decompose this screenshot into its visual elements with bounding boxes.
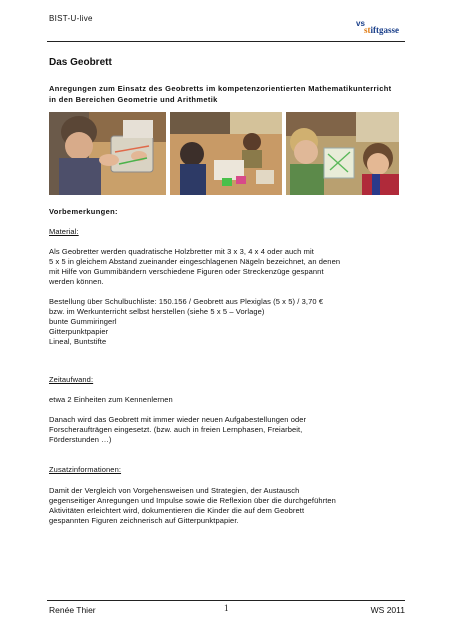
text-line: Damit der Vergleich von Vorgehensweisen und Strategien, der Austausch	[49, 486, 300, 495]
logo-name-part2: iftgasse	[370, 25, 399, 35]
footer-rule	[47, 600, 405, 601]
text-line: Als Geobretter werden quadratische Holzbretter mit 3 x 3, 4 x 4 oder auch mit	[49, 247, 314, 256]
material-paragraph-1	[49, 247, 340, 287]
text-line: gespannten Figuren zeichnerisch auf Gitterpunktpapier.	[49, 516, 239, 525]
text-line: bunte Gummiringerl	[49, 317, 117, 326]
text-line: mit Hilfe von Gummibändern verschiedene Figuren oder Streckenzüge gespannt	[49, 267, 324, 276]
header-rule	[47, 41, 405, 42]
page-subtitle: Anregungen zum Einsatz des Geobretts im kompetenzorientierten Mathematikunterricht in den Bereichen Geometrie und Arithmetik	[49, 84, 392, 104]
zeitaufwand-paragraph-2	[49, 415, 306, 445]
logo-name	[364, 25, 399, 35]
text-line: Danach wird das Geobrett mit immer wieder neuen Aufgabestellungen oder	[49, 415, 307, 424]
vorbemerkungen-heading: Vorbemerkungen:	[49, 207, 118, 216]
zusatzinformationen-heading: Zusatzinformationen:	[49, 465, 122, 474]
photo-children-with-geoboard	[286, 112, 399, 195]
text-line: Forscheraufträgen eingesetzt. (bzw. auch in freien Lernphasen, Freiarbeit,	[49, 425, 303, 434]
text-line: bzw. im Werkunterricht selbst herstellen (siehe 5 x 5 – Vorlage)	[49, 307, 265, 316]
text-line: Gitterpunktpapier	[49, 327, 109, 336]
footer-author: Renée Thier	[49, 605, 96, 615]
logo-prefix: vs	[356, 19, 365, 28]
footer-page-number: 1	[224, 603, 229, 613]
photo-child-with-geoboard	[49, 112, 166, 195]
material-paragraph-2	[49, 297, 323, 347]
header-project: BIST-U-live	[49, 14, 93, 23]
text-line: Förderstunden …)	[49, 435, 112, 444]
material-heading: Material:	[49, 227, 79, 236]
photo-classroom-group	[170, 112, 282, 195]
page-title: Das Geobrett	[49, 57, 112, 68]
zusatzinformationen-paragraph	[49, 486, 336, 526]
zeitaufwand-heading: Zeitaufwand:	[49, 375, 94, 384]
logo-name-part1: st	[364, 25, 371, 35]
text-line: werden können.	[49, 277, 104, 286]
text-line: Lineal, Buntstifte	[49, 337, 107, 346]
footer-term: WS 2011	[370, 605, 405, 615]
text-line: etwa 2 Einheiten zum Kennenlernen	[49, 395, 173, 404]
zeitaufwand-paragraph-1	[49, 395, 173, 405]
school-logo	[356, 19, 404, 38]
text-line: Bestellung über Schulbuchliste: 150.156 / Geobrett aus Plexiglas (5 x 5) / 3,70 €	[49, 297, 324, 306]
text-line: 5 x 5 in gleichem Abstand zueinander eingeschlagenen Nägeln bezeichnet, an denen	[49, 257, 341, 266]
text-line: gegenseitiger Anregungen und Impulse sowie die Reflexion über die durchgeführten	[49, 496, 336, 505]
text-line: Aktivitäten erleichtert wird, dokumentieren die Kinder die auf dem Geobrett	[49, 506, 305, 515]
